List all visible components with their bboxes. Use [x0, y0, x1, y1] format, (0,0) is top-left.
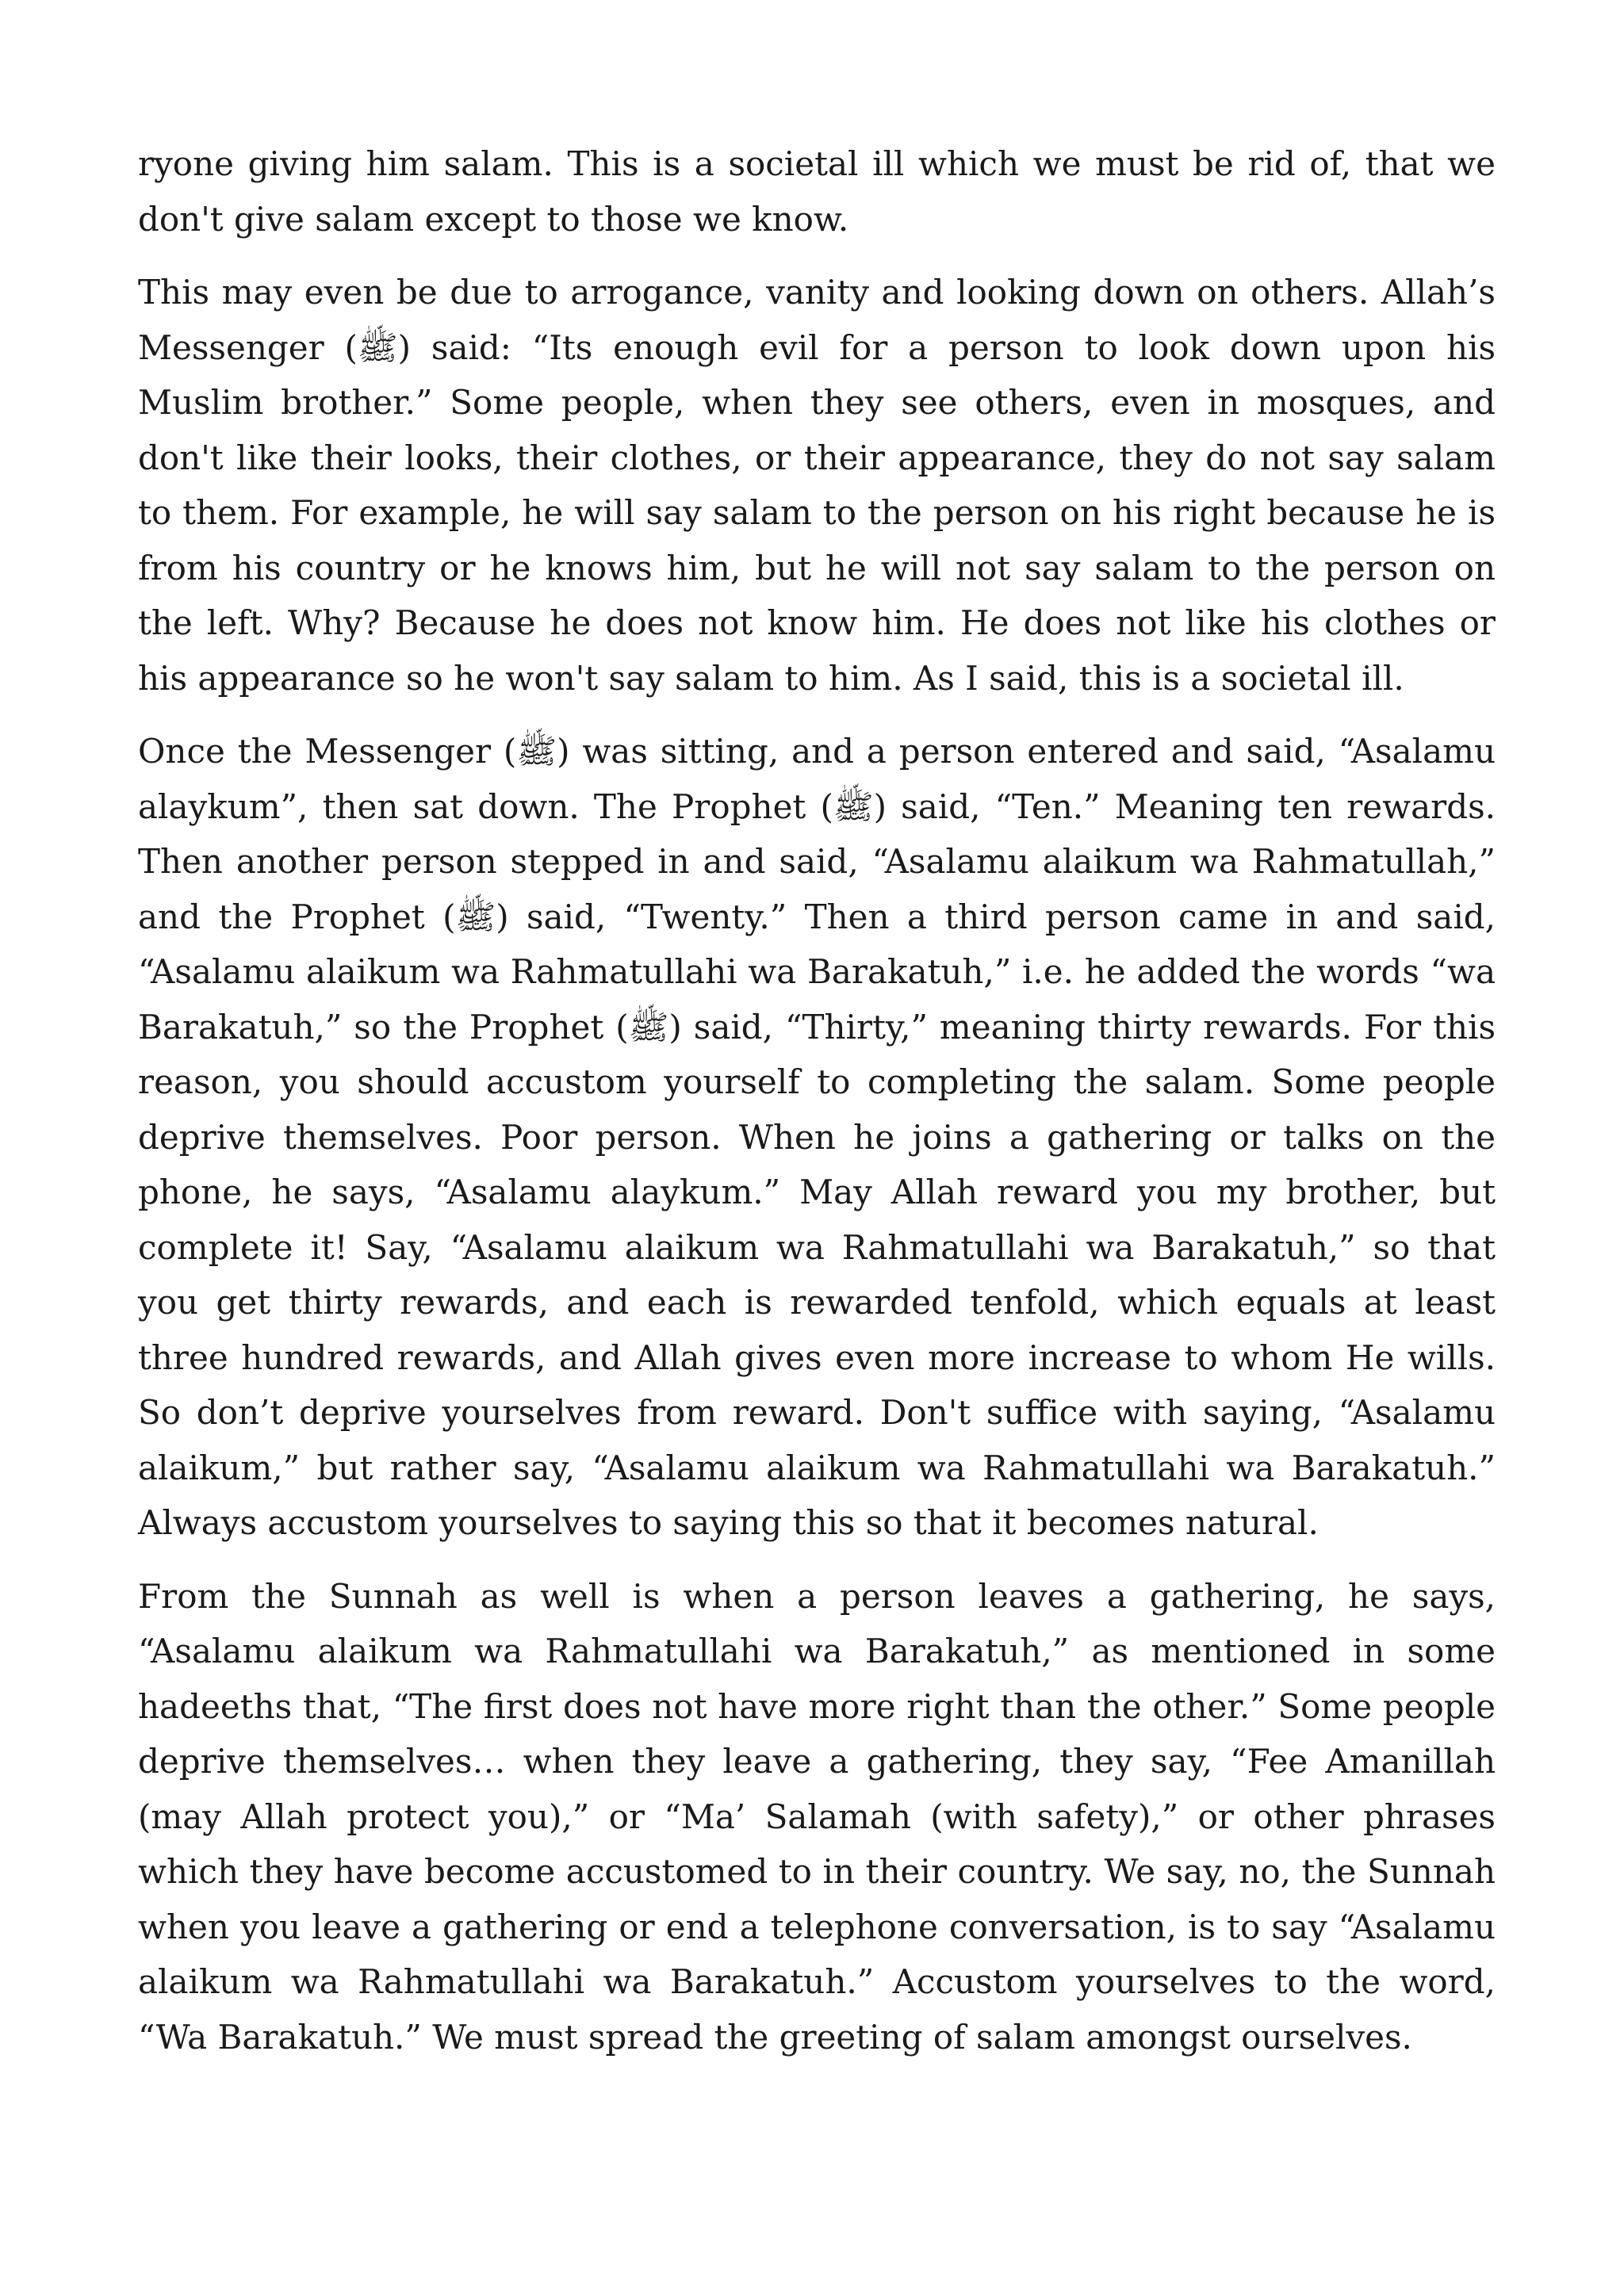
paragraph-3: Once the Messenger (ﷺ) was sitting, and a person entered and said, “Asalamu alaykum”, then sat down. The Prophet (ﷺ) said, “Ten.” Meaning ten rewards. Then another person stepped in and said, “Asalamu alaikum wa Rahmatullah,” and the Prophet (ﷺ) said, “Twenty.” Then a third person came in and said, “Asalamu alaikum wa Rahmatullahi wa Barakatuh,” i.e. he added the words “wa Barakatuh,” so the Prophet (ﷺ) said, “Thirty,” meaning thirty rewards. For this reason, you should accustom yourself to completing the salam. Some people deprive themselves. Poor person. When he joins a gathering or talks on the phone, he says, “Asalamu alaykum.” May Allah reward you my brother, but complete it! Say, “Asalamu alaikum wa Rahmatullahi wa Barakatuh,” so that you get thirty rewards, and each is rewarded tenfold, which equals at least three hundred rewards, and Allah gives even more increase to whom He wills. So don’t deprive yourselves from reward. Don't suffice with saying, “Asalamu alaikum,” but rather say, “Asalamu alaikum wa Rahmatullahi wa Barakatuh.” Always accustom yourselves to saying this so that it becomes natural. [138, 732, 1496, 1542]
paragraph-1: ryone giving him salam. This is a societal ill which we must be rid of, that we don't give salam except to those we know. [138, 144, 1496, 239]
paragraph-2: This may even be due to arrogance, vanity and looking down on others. Allah’s Messenger (ﷺ) said: “Its enough evil for a person to look down upon his Muslim brother.” Some people, when they see others, even in mosques, and don't like their looks, their clothes, or their appearance, they do not say salam to them. For example, he will say salam to the person on his right because he is from his country or he knows him, but he will not say salam to the person on the left. Why? Because he does not know him. He does not like his clothes or his appearance so he won't say salam to him. As I said, this is a societal ill. [138, 273, 1496, 698]
document-page [138, 136, 1496, 2083]
paragraph-4: From the Sunnah as well is when a person leaves a gathering, he says, “Asalamu alaikum wa Rahmatullahi wa Barakatuh,” as mentioned in some hadeeths that, “The first does not have more right than the other.” Some people deprive themselves… when they leave a gathering, they say, “Fee Amanillah (may Allah protect you),” or “Ma’ Salamah (with safety),” or other phrases which they have become accustomed to in their country. We say, no, the Sunnah when you leave a gathering or end a telephone conversation, is to say “Asalamu alaikum wa Rahmatullahi wa Barakatuh.” Accustom yourselves to the word, “Wa Barakatuh.” We must spread the greeting of salam amongst ourselves. [138, 1576, 1496, 2057]
